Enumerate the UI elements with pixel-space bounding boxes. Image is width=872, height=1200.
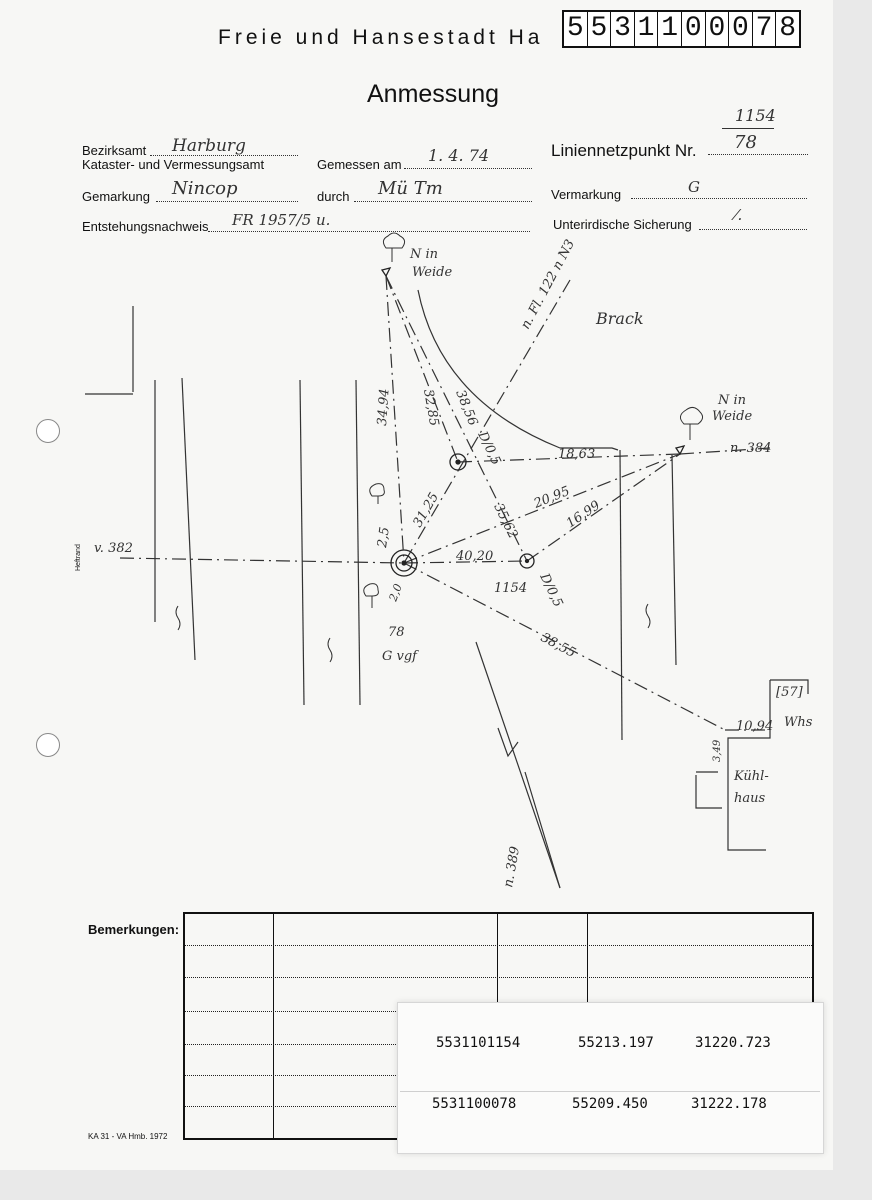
sketch-label: 38,56 <box>452 387 481 429</box>
id-digit: 5 <box>564 12 588 46</box>
gemessen-label: Gemessen am <box>317 157 402 172</box>
coordinate-label <box>397 1002 824 1154</box>
coordinate-y: 31222.178 <box>691 1096 767 1112</box>
id-digit: 0 <box>706 12 730 46</box>
durch-label: durch <box>317 189 350 204</box>
coordinate-id: 5531101154 <box>436 1035 521 1051</box>
sketch-label: 2,5 <box>375 525 393 549</box>
entstehungsnachweis-value: FR 1957/5 u. <box>232 211 331 229</box>
sketch-label: 3,49 <box>712 739 723 762</box>
coordinate-y: 31220.723 <box>695 1035 771 1051</box>
kataster-label: Kataster- und Vermessungsamt <box>82 157 265 172</box>
sketch-label: [57] <box>776 685 803 700</box>
sketch-label: Weide <box>712 409 753 424</box>
vermarkung-value: G <box>688 178 700 196</box>
ditch-symbol <box>646 604 650 628</box>
coordinate-id: 5531100078 <box>432 1096 517 1112</box>
bezirksamt-value: Harburg <box>172 136 246 156</box>
sketch-label: 32,85 <box>420 388 442 428</box>
sketch-label: N in <box>718 393 747 408</box>
boundary-line <box>620 450 622 740</box>
sketch-label: 18,63 <box>558 447 596 462</box>
sketch-label: haus <box>734 791 766 806</box>
measurement-line <box>527 454 680 561</box>
boundary-line <box>418 290 618 450</box>
north-arrow <box>498 728 518 756</box>
sketch-label: n. 389 <box>501 845 524 889</box>
sketch-label: Whs <box>784 715 813 730</box>
survey-mark <box>382 268 390 276</box>
liniennetz-value: 78 <box>734 132 757 153</box>
sketch-label: 20,95 <box>531 483 573 512</box>
remarks-label: Bemerkungen: <box>88 922 180 937</box>
sketch-label: Brack <box>596 309 644 328</box>
tree-icon <box>370 484 385 504</box>
sketch-label: 2,0 <box>386 582 405 604</box>
survey-mark <box>676 446 684 454</box>
sketch-label: 38,55 <box>538 630 579 662</box>
sketch-label: Kühl- <box>734 769 769 784</box>
gemarkung-value: Nincop <box>172 178 238 199</box>
sketch-label: G vgf <box>382 649 417 664</box>
sketch-label: Weide <box>412 265 453 280</box>
id-digit: 0 <box>682 12 706 46</box>
form-title: Anmessung <box>367 80 500 108</box>
heftrand-label: Heftrand <box>75 544 82 571</box>
building-outline <box>696 772 722 808</box>
sketch-label: 31,25 <box>410 490 443 530</box>
sketch-label: v. 382 <box>94 541 133 556</box>
boundary-line <box>356 380 360 705</box>
sketch-label: 10,94 <box>736 719 774 734</box>
boundary-line <box>182 378 195 660</box>
sketch-label: 78 <box>388 625 405 640</box>
sketch-label: D/0,5 <box>536 571 566 610</box>
coordinate-x: 55213.197 <box>578 1035 654 1051</box>
sketch-label: n. 384 <box>730 441 772 456</box>
measurement-line <box>120 558 404 563</box>
gemarkung-label: Gemarkung <box>82 189 150 204</box>
sketch-label: 35,62 <box>490 501 521 542</box>
ditch-symbol <box>328 638 332 662</box>
boundary-line <box>300 380 304 705</box>
coordinate-x: 55209.450 <box>572 1096 648 1112</box>
entstehungsnachweis-label: Entstehungsnachweis <box>82 219 209 234</box>
id-digit: 1 <box>635 12 659 46</box>
boundary-line <box>672 455 676 665</box>
sketch-label: 40,20 <box>456 549 494 564</box>
id-digit: 7 <box>753 12 777 46</box>
sicherung-value: ⁄. <box>735 206 743 224</box>
form-number: KA 31 - VA Hmb. 1972 <box>88 1132 168 1141</box>
north-arrow <box>525 772 560 888</box>
vermarkung-label: Vermarkung <box>551 187 622 202</box>
measurement-line <box>386 276 458 462</box>
id-digit: 0 <box>729 12 753 46</box>
sketch-label: 16,99 <box>563 498 604 532</box>
id-digit: 3 <box>611 12 635 46</box>
authority-header: Freie und Hansestadt Ha <box>218 26 544 49</box>
id-digit: 5 <box>588 12 612 46</box>
tree-icon <box>364 584 379 608</box>
ditch-symbol <box>176 606 180 630</box>
id-digit: 8 <box>779 13 797 44</box>
liniennetz-value-top: 1154 <box>735 106 776 125</box>
sketch-label: n. Fl. 122 n N3 <box>518 237 579 332</box>
sketch-label: 1154 <box>494 581 528 596</box>
durch-value: Mü Tm <box>378 178 443 199</box>
sketch-label: N in <box>410 247 439 262</box>
tree-icon <box>680 407 702 440</box>
sketch-label: 34,94 <box>375 388 393 427</box>
bezirksamt-label: Bezirksamt <box>82 143 147 158</box>
sicherung-label: Unterirdische Sicherung <box>553 217 692 232</box>
sketch-label: D/0,5 <box>474 429 504 468</box>
id-digit: 1 <box>658 12 682 46</box>
building-outline <box>728 680 808 850</box>
gemessen-value: 1. 4. 74 <box>428 146 490 165</box>
liniennetz-label: Liniennetzpunkt Nr. <box>551 141 697 160</box>
tree-icon <box>383 233 404 262</box>
